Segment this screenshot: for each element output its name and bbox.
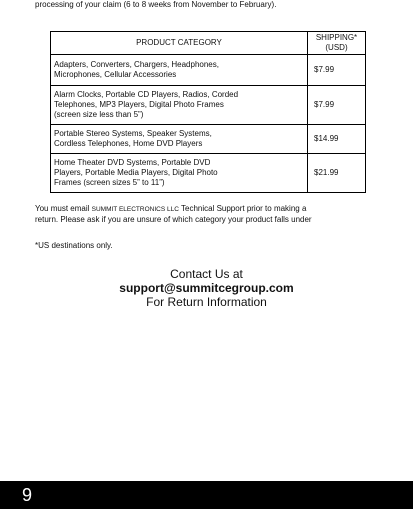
category-line: Home Theater DVD Systems, Portable DVD — [54, 158, 211, 167]
table-header-row — [51, 32, 366, 55]
contact-block — [0, 267, 413, 309]
table-row — [51, 55, 366, 86]
company-name: SUMMIT ELECTRONICS LLC — [91, 206, 179, 213]
shipping-table — [50, 31, 366, 193]
price-cell: $14.99 — [308, 125, 366, 154]
notice-text-start: You must email — [35, 204, 92, 213]
header-shipping — [308, 32, 366, 55]
category-line: (screen size less than 5”) — [54, 110, 144, 119]
price-cell: $21.99 — [308, 154, 366, 193]
category-line: Adapters, Converters, Chargers, Headphones, — [54, 60, 219, 69]
category-cell — [51, 55, 308, 86]
continued-paragraph: processing of your claim (6 to 8 weeks from November to February). — [35, 0, 277, 9]
footnote-us-only: *US destinations only. — [35, 241, 113, 250]
category-cell — [51, 86, 308, 125]
category-line: Portable Stereo Systems, Speaker Systems, — [54, 129, 212, 138]
contact-subtext: For Return Information — [146, 295, 267, 309]
page-number: 9 — [22, 485, 33, 505]
price-cell: $7.99 — [308, 86, 366, 125]
table-row — [51, 125, 366, 154]
category-line: Cordless Telephones, Home DVD Players — [54, 139, 203, 148]
footer-bar — [0, 481, 413, 509]
notice-text-end: Technical Support prior to making a — [178, 204, 307, 213]
price-cell: $7.99 — [308, 55, 366, 86]
table-row — [51, 154, 366, 193]
header-shipping-label: SHIPPING* — [315, 33, 358, 42]
category-line: Players, Portable Media Players, Digital Photo — [54, 168, 218, 177]
category-cell — [51, 154, 308, 193]
category-line: Frames (screen sizes 5” to 11”) — [54, 178, 165, 187]
header-shipping-unit: (USD) — [325, 43, 348, 52]
table-row — [51, 86, 366, 125]
category-line: Microphones, Cellular Accessories — [54, 70, 177, 79]
notice-text-line2: return. Please ask if you are unsure of which category your product falls under — [35, 215, 312, 224]
support-email-link[interactable]: support@summitcegroup.com — [119, 281, 294, 295]
return-notice — [35, 204, 375, 225]
category-line: Alarm Clocks, Portable CD Players, Radios, Corded — [54, 90, 239, 99]
header-product-category: PRODUCT CATEGORY — [51, 32, 308, 55]
category-line: Telephones, MP3 Players, Digital Photo Frames — [54, 100, 224, 109]
category-cell — [51, 125, 308, 154]
contact-heading: Contact Us at — [170, 267, 243, 281]
